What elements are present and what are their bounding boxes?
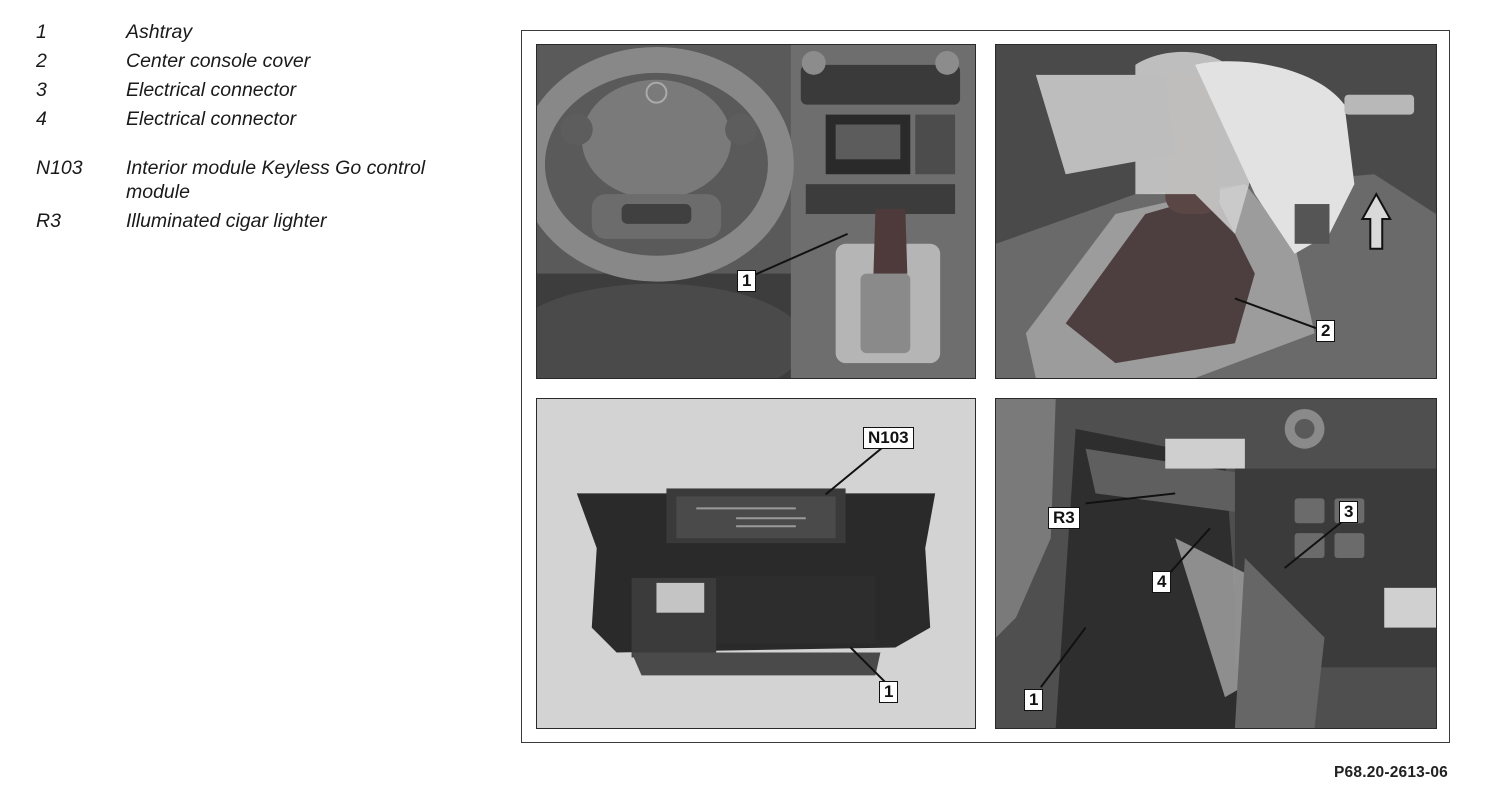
legend-description: Interior module Keyless Go control module [126,157,426,203]
photo-console-connectors-image [996,399,1436,728]
legend-description: Illuminated cigar lighter [126,210,327,232]
photo-gear-lever [995,44,1437,379]
legend-item [36,207,496,236]
legend-code: 1 [36,21,47,43]
legend-code: 3 [36,79,47,101]
legend-item [36,154,496,207]
legend-code: N103 [36,157,83,179]
figure-frame [521,30,1450,743]
callout-label: 2 [1316,320,1335,342]
legend-item [36,76,496,105]
legend-code: 4 [36,108,47,130]
callout-label: 1 [879,681,898,703]
callout-label: R3 [1048,507,1080,529]
legend-description: Electrical connector [126,79,297,101]
legend-item [36,47,496,76]
legend-description: Electrical connector [126,108,297,130]
photo-gear-lever-image [996,45,1436,378]
legend-item [36,105,496,134]
photo-steering-console [536,44,976,379]
legend-item [36,18,496,47]
callout-label: 3 [1339,501,1358,523]
legend-spacer [36,134,496,154]
callout-label: 1 [1024,689,1043,711]
photo-ashtray-module [536,398,976,729]
legend-code: R3 [36,210,61,232]
callout-label: N103 [863,427,914,449]
callout-label: 1 [737,270,756,292]
legend-description: Center console cover [126,50,311,72]
callout-label: 4 [1152,571,1171,593]
legend-description: Ashtray [126,21,193,43]
photo-steering-console-image [537,45,975,378]
photo-console-connectors [995,398,1437,729]
legend-list [36,18,496,236]
legend-code: 2 [36,50,47,72]
figure-reference: P68.20-2613-06 [1334,764,1448,781]
